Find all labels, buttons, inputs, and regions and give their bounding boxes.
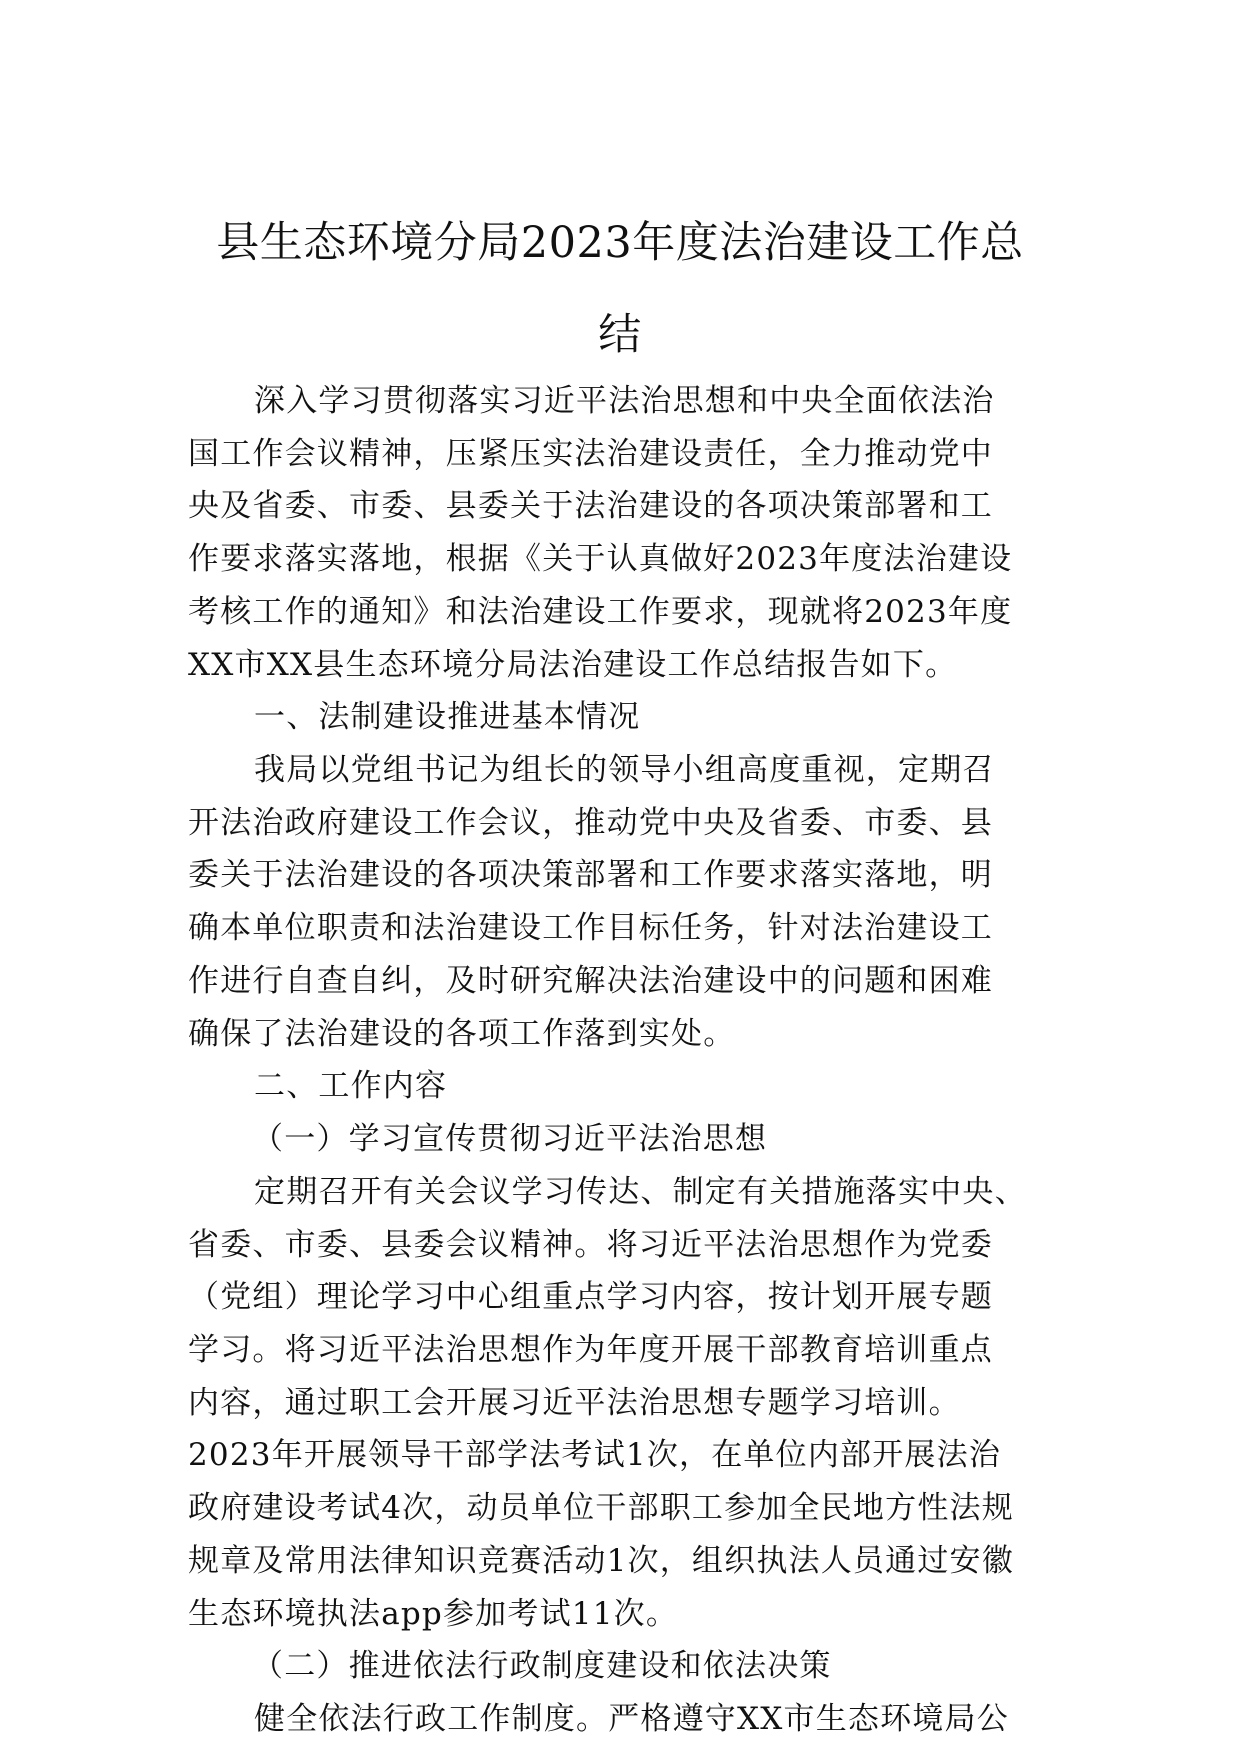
subsection-heading: （一）学习宣传贯彻习近平法治思想 xyxy=(252,1121,768,1157)
paragraph-line: 确本单位职责和法治建设工作目标任务，针对法治建设工 xyxy=(188,910,993,946)
paragraph-line: 作进行自查自纠，及时研究解决法治建设中的问题和困难 xyxy=(188,963,993,999)
paragraph-line: 内容，通过职工会开展习近平法治思想专题学习培训。 xyxy=(188,1385,961,1421)
paragraph-line: 央及省委、市委、县委关于法治建设的各项决策部署和工 xyxy=(188,488,993,524)
paragraph-line: 确保了法治建设的各项工作落到实处。 xyxy=(188,1016,736,1052)
paragraph-line: 学习。将习近平法治思想作为年度开展干部教育培训重点 xyxy=(188,1332,993,1368)
paragraph-line: 2023年开展领导干部学法考试1次，在单位内部开展法治 xyxy=(188,1437,1002,1473)
paragraph-line: （党组）理论学习中心组重点学习内容，按计划开展专题 xyxy=(188,1279,993,1315)
paragraph-line: XX市XX县生态环境分局法治建设工作总结报告如下。 xyxy=(188,647,958,683)
section-heading: 一、法制建设推进基本情况 xyxy=(254,699,641,735)
paragraph-line: 委关于法治建设的各项决策部署和工作要求落实落地，明 xyxy=(188,857,993,893)
paragraph-line: 定期召开有关会议学习传达、制定有关措施落实中央、 xyxy=(254,1174,1027,1210)
paragraph-line: 开法治政府建设工作会议，推动党中央及省委、市委、县 xyxy=(188,805,993,841)
paragraph-line: 规章及常用法律知识竞赛活动1次，组织执法人员通过安徽 xyxy=(188,1543,1014,1579)
paragraph-line: 生态环境执法app参加考试11次。 xyxy=(188,1596,679,1632)
paragraph-line: 考核工作的通知》和法治建设工作要求，现就将2023年度 xyxy=(188,594,1013,630)
paragraph-line: 政府建设考试4次，动员单位干部职工参加全民地方性法规 xyxy=(188,1490,1014,1526)
document-title: 县生态环境分局2023年度法治建设工作总 xyxy=(216,218,1024,268)
paragraph-line: 作要求落实落地，根据《关于认真做好2023年度法治建设 xyxy=(188,541,1013,577)
paragraph-line: 省委、市委、县委会议精神。将习近平法治思想作为党委 xyxy=(188,1227,993,1263)
paragraph-line: 深入学习贯彻落实习近平法治思想和中央全面依法治 xyxy=(254,383,995,419)
paragraph-line: 健全依法行政工作制度。严格遵守XX市生态环境局公 xyxy=(254,1701,1009,1737)
document-title-continued: 结 xyxy=(598,310,642,360)
paragraph-line: 我局以党组书记为组长的领导小组高度重视，定期召 xyxy=(254,752,995,788)
subsection-heading: （二）推进依法行政制度建设和依法决策 xyxy=(252,1648,832,1684)
paragraph-line: 国工作会议精神，压紧压实法治建设责任，全力推动党中 xyxy=(188,436,993,472)
section-heading: 二、工作内容 xyxy=(254,1068,448,1104)
